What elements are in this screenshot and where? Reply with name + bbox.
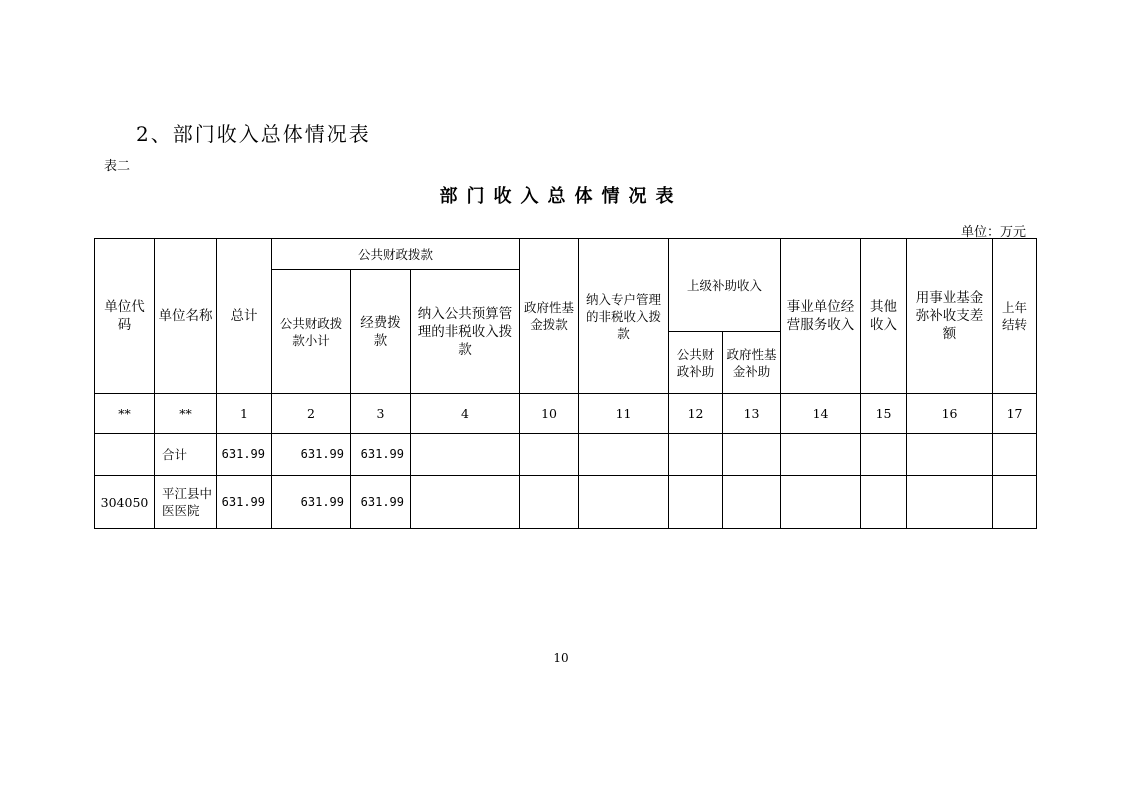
row-name: 合计 (155, 434, 217, 476)
table-row (95, 434, 1037, 476)
table-title: 部门收入总体情况表 (439, 186, 683, 207)
header-public-finance-subsidy: 公共财政补助 (669, 332, 723, 394)
header-public-finance-group: 公共财政拨款 (272, 239, 520, 270)
header-expense-allocation: 经费拨款 (351, 270, 411, 394)
index-cell: 14 (781, 394, 861, 434)
header-gov-fund-subsidy: 政府性基金补助 (723, 332, 781, 394)
index-cell: 15 (861, 394, 907, 434)
header-nontax-special: 纳入专户管理的非税收入拨款 (579, 239, 669, 394)
index-cell: 3 (351, 394, 411, 434)
header-unit-code: 单位代码 (95, 239, 155, 394)
page-number: 10 (553, 651, 569, 665)
index-cell: 1 (217, 394, 272, 434)
row-subtotal: 631.99 (272, 476, 351, 529)
index-cell: 13 (723, 394, 781, 434)
row-expense: 631.99 (351, 476, 411, 529)
index-cell: 17 (993, 394, 1037, 434)
index-cell: ** (155, 394, 217, 434)
table-row (95, 476, 1037, 529)
index-cell: 4 (411, 394, 520, 434)
header-business-income: 事业单位经营服务收入 (781, 239, 861, 394)
row-code: 304050 (95, 476, 155, 529)
row-total: 631.99 (217, 476, 272, 529)
index-row (95, 394, 1037, 434)
unit-label: 单位：万元 (961, 225, 1027, 240)
index-cell: 10 (520, 394, 579, 434)
table-label: 表二 (104, 159, 131, 174)
header-unit-name: 单位名称 (155, 239, 217, 394)
row-name: 平江县中医医院 (155, 476, 217, 529)
row-code (95, 434, 155, 476)
index-cell: ** (95, 394, 155, 434)
index-cell: 11 (579, 394, 669, 434)
header-carryover: 上年结转 (993, 239, 1037, 394)
row-expense: 631.99 (351, 434, 411, 476)
header-public-finance-subtotal: 公共财政拨款小计 (272, 270, 351, 394)
index-cell: 12 (669, 394, 723, 434)
header-total: 总计 (217, 239, 272, 394)
index-cell: 2 (272, 394, 351, 434)
header-superior-subsidy-group: 上级补助收入 (669, 239, 781, 332)
income-table (94, 238, 1037, 529)
header-fund-offset: 用事业基金弥补收支差额 (907, 239, 993, 394)
section-heading: 2、部门收入总体情况表 (136, 122, 371, 146)
row-total: 631.99 (217, 434, 272, 476)
row-subtotal: 631.99 (272, 434, 351, 476)
header-nontax-budget: 纳入公共预算管理的非税收入拨款 (411, 270, 520, 394)
header-gov-fund: 政府性基金拨款 (520, 239, 579, 394)
header-other-income: 其他收入 (861, 239, 907, 394)
index-cell: 16 (907, 394, 993, 434)
